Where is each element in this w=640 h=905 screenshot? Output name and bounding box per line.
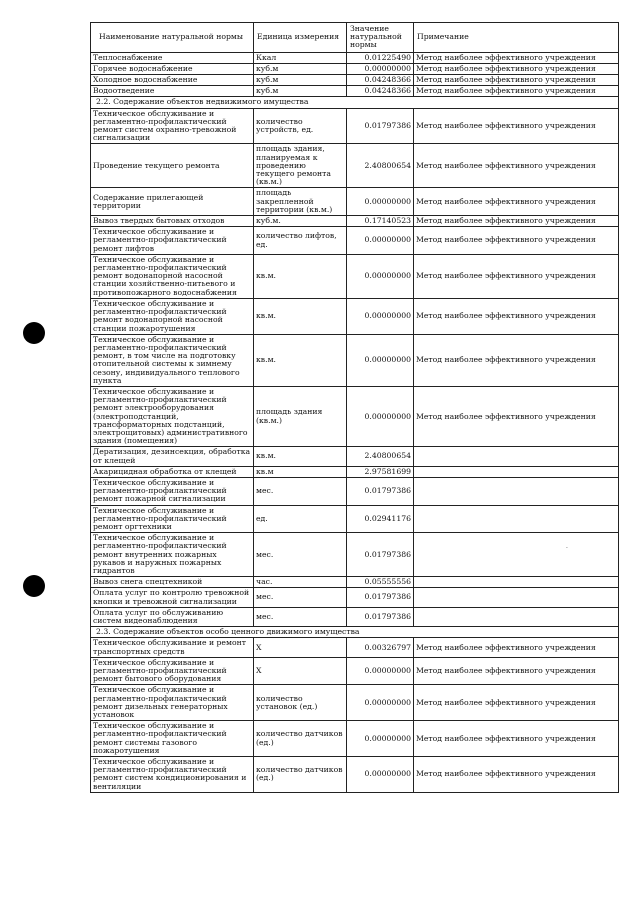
section-row	[91, 627, 619, 638]
note-cell: Метод наиболее эффективного учреждения	[414, 386, 619, 446]
unit-cell: мес.	[254, 607, 347, 626]
norm-name-cell: Теплоснабжение	[91, 52, 254, 63]
table-row	[91, 757, 619, 793]
note-cell: Метод наиболее эффективного учреждения	[414, 227, 619, 255]
table-row	[91, 533, 619, 577]
unit-cell: куб.м	[254, 86, 347, 97]
norm-name-cell: Техническое обслуживание и регламентно-профилактический ремонт дизельных генераторных установок	[91, 685, 254, 721]
table-row	[91, 721, 619, 757]
note-cell	[414, 607, 619, 626]
value-cell: 0.01225490	[347, 52, 414, 63]
note-cell	[414, 477, 619, 505]
note-cell: Метод наиболее эффективного учреждения	[414, 86, 619, 97]
unit-cell: количество установок (ед.)	[254, 685, 347, 721]
norm-name-cell: Техническое обслуживание и регламентно-профилактический ремонт электрооборудования (электроподстанций, трансформаторных подстанций, электрощитовых) административного здания (помещения)	[91, 386, 254, 446]
norm-name-cell: Техническое обслуживание и регламентно-профилактический ремонт внутренних пожарных рукавов и наружных пожарных гидрантов	[91, 533, 254, 577]
table-row	[91, 588, 619, 607]
header-note: Примечание	[414, 23, 619, 53]
table-row	[91, 334, 619, 386]
value-cell: 0.01797386	[347, 588, 414, 607]
scan-speck: ·	[566, 545, 568, 552]
value-cell: 0.00000000	[347, 657, 414, 685]
table-row	[91, 505, 619, 533]
norm-name-cell: Водоотведение	[91, 86, 254, 97]
value-cell: 0.02941176	[347, 505, 414, 533]
value-cell: 0.00000000	[347, 63, 414, 74]
note-cell: Метод наиболее эффективного учреждения	[414, 298, 619, 334]
note-cell	[414, 447, 619, 466]
norm-name-cell: Техническое обслуживание и регламентно-профилактический ремонт водонапорной насосной станции хозяйственно-питьевого и противопожарного водоснабжения	[91, 254, 254, 298]
note-cell	[414, 588, 619, 607]
note-cell: Метод наиболее эффективного учреждения	[414, 685, 619, 721]
section-title: 2.3. Содержание объектов особо ценного движимого имущества	[91, 627, 619, 638]
unit-cell: площадь здания (кв.м.)	[254, 386, 347, 446]
table-body	[91, 52, 619, 792]
value-cell: 0.00000000	[347, 227, 414, 255]
unit-cell: мес.	[254, 477, 347, 505]
norm-name-cell: Содержание прилегающей территории	[91, 188, 254, 216]
unit-cell: мес.	[254, 533, 347, 577]
punch-hole-top	[23, 322, 45, 344]
value-cell: 0.00000000	[347, 386, 414, 446]
note-cell: Метод наиболее эффективного учреждения	[414, 108, 619, 144]
unit-cell: количество лифтов, ед.	[254, 227, 347, 255]
norm-name-cell: Техническое обслуживание и регламентно-профилактический ремонт оргтехники	[91, 505, 254, 533]
table-row	[91, 254, 619, 298]
unit-cell: количество датчиков (ед.)	[254, 721, 347, 757]
value-cell: 0.04248366	[347, 75, 414, 86]
punch-hole-bottom	[23, 575, 45, 597]
table-row	[91, 577, 619, 588]
table-row	[91, 52, 619, 63]
norm-name-cell: Техническое обслуживание и регламентно-профилактический ремонт пожарной сигнализации	[91, 477, 254, 505]
note-cell: Метод наиболее эффективного учреждения	[414, 254, 619, 298]
table-row	[91, 466, 619, 477]
norms-table	[90, 22, 619, 793]
header-value: Значение натуральной нормы	[347, 23, 414, 53]
value-cell: 2.40800654	[347, 144, 414, 188]
value-cell: 0.01797386	[347, 477, 414, 505]
table-row	[91, 227, 619, 255]
value-cell: 0.00000000	[347, 188, 414, 216]
norm-name-cell: Техническое обслуживание и регламентно-профилактический ремонт системы газового пожаротушения	[91, 721, 254, 757]
norm-name-cell: Оплата услуг по обслуживанию систем видеонаблюдения	[91, 607, 254, 626]
table-row	[91, 298, 619, 334]
table-row	[91, 447, 619, 466]
section-row	[91, 97, 619, 108]
norm-name-cell: Горячее водоснабжение	[91, 63, 254, 74]
value-cell: 0.00000000	[347, 298, 414, 334]
table-row	[91, 86, 619, 97]
value-cell: 0.01797386	[347, 607, 414, 626]
unit-cell: куб.м	[254, 63, 347, 74]
table-row	[91, 63, 619, 74]
value-cell: 0.05555556	[347, 577, 414, 588]
header-unit: Единица измерения	[254, 23, 347, 53]
norm-name-cell: Проведение текущего ремонта	[91, 144, 254, 188]
unit-cell: кв.м.	[254, 447, 347, 466]
table-row	[91, 386, 619, 446]
note-cell	[414, 505, 619, 533]
table-row	[91, 638, 619, 657]
unit-cell: час.	[254, 577, 347, 588]
table-row	[91, 188, 619, 216]
note-cell: Метод наиболее эффективного учреждения	[414, 188, 619, 216]
value-cell: 0.01797386	[347, 108, 414, 144]
unit-cell: Х	[254, 657, 347, 685]
value-cell: 0.00000000	[347, 685, 414, 721]
norm-name-cell: Акарицидная обработка от клещей	[91, 466, 254, 477]
norm-name-cell: Техническое обслуживание и регламентно-профилактический ремонт водонапорной насосной станции пожаротушения	[91, 298, 254, 334]
table-row	[91, 144, 619, 188]
norm-name-cell: Техническое обслуживание и регламентно-профилактический ремонт систем охранно-тревожной сигнализации	[91, 108, 254, 144]
unit-cell: ед.	[254, 505, 347, 533]
unit-cell: площадь здания, планируемая к проведению текущего ремонта (кв.м.)	[254, 144, 347, 188]
unit-cell: площадь закрепленной территории (кв.м.)	[254, 188, 347, 216]
norm-name-cell: Техническое обслуживание и регламентно-профилактический ремонт лифтов	[91, 227, 254, 255]
value-cell: 0.04248366	[347, 86, 414, 97]
value-cell: 2.97581699	[347, 466, 414, 477]
unit-cell: куб.м.	[254, 216, 347, 227]
note-cell: Метод наиболее эффективного учреждения	[414, 638, 619, 657]
norm-name-cell: Техническое обслуживание и ремонт транспортных средств	[91, 638, 254, 657]
note-cell	[414, 577, 619, 588]
header-name: Наименование натуральной нормы	[91, 23, 254, 53]
table-row	[91, 75, 619, 86]
norm-name-cell: Вывоз твердых бытовых отходов	[91, 216, 254, 227]
unit-cell: мес.	[254, 588, 347, 607]
table-row	[91, 685, 619, 721]
unit-cell: Х	[254, 638, 347, 657]
table-row	[91, 108, 619, 144]
note-cell: Метод наиболее эффективного учреждения	[414, 721, 619, 757]
note-cell: Метод наиболее эффективного учреждения	[414, 216, 619, 227]
norm-name-cell: Техническое обслуживание и регламентно-профилактический ремонт систем кондиционирования и вентиляции	[91, 757, 254, 793]
table-row	[91, 657, 619, 685]
note-cell: Метод наиболее эффективного учреждения	[414, 63, 619, 74]
unit-cell: кв.м.	[254, 298, 347, 334]
value-cell: 0.00000000	[347, 721, 414, 757]
value-cell: 0.00326797	[347, 638, 414, 657]
section-title: 2.2. Содержание объектов недвижимого имущества	[91, 97, 619, 108]
norm-name-cell: Оплата услуг по контролю тревожной кнопки и тревожной сигнализации	[91, 588, 254, 607]
unit-cell: Ккал	[254, 52, 347, 63]
note-cell: Метод наиболее эффективного учреждения	[414, 75, 619, 86]
note-cell: Метод наиболее эффективного учреждения	[414, 657, 619, 685]
note-cell: Метод наиболее эффективного учреждения	[414, 144, 619, 188]
table-row	[91, 477, 619, 505]
note-cell: Метод наиболее эффективного учреждения	[414, 757, 619, 793]
table-header-row	[91, 23, 619, 53]
norm-name-cell: Техническое обслуживание и регламентно-профилактический ремонт, в том числе на подготовку отопительной системы к зимнему сезону, индивидуального теплового пункта	[91, 334, 254, 386]
note-cell	[414, 533, 619, 577]
norm-name-cell: Дератизация, дезинсекция, обработка от клещей	[91, 447, 254, 466]
value-cell: 2.40800654	[347, 447, 414, 466]
value-cell: 0.00000000	[347, 757, 414, 793]
note-cell: Метод наиболее эффективного учреждения	[414, 334, 619, 386]
value-cell: 0.00000000	[347, 254, 414, 298]
unit-cell: кв.м	[254, 466, 347, 477]
unit-cell: кв.м.	[254, 334, 347, 386]
value-cell: 0.00000000	[347, 334, 414, 386]
value-cell: 0.01797386	[347, 533, 414, 577]
note-cell: Метод наиболее эффективного учреждения	[414, 52, 619, 63]
table-row	[91, 607, 619, 626]
unit-cell: количество датчиков (ед.)	[254, 757, 347, 793]
unit-cell: кв.м.	[254, 254, 347, 298]
norm-name-cell: Техническое обслуживание и регламентно-профилактический ремонт бытового оборудования	[91, 657, 254, 685]
unit-cell: количество устройств, ед.	[254, 108, 347, 144]
table-row	[91, 216, 619, 227]
value-cell: 0.17140523	[347, 216, 414, 227]
norm-name-cell: Вывоз снега спецтехникой	[91, 577, 254, 588]
norm-name-cell: Холодное водоснабжение	[91, 75, 254, 86]
note-cell	[414, 466, 619, 477]
unit-cell: куб.м	[254, 75, 347, 86]
